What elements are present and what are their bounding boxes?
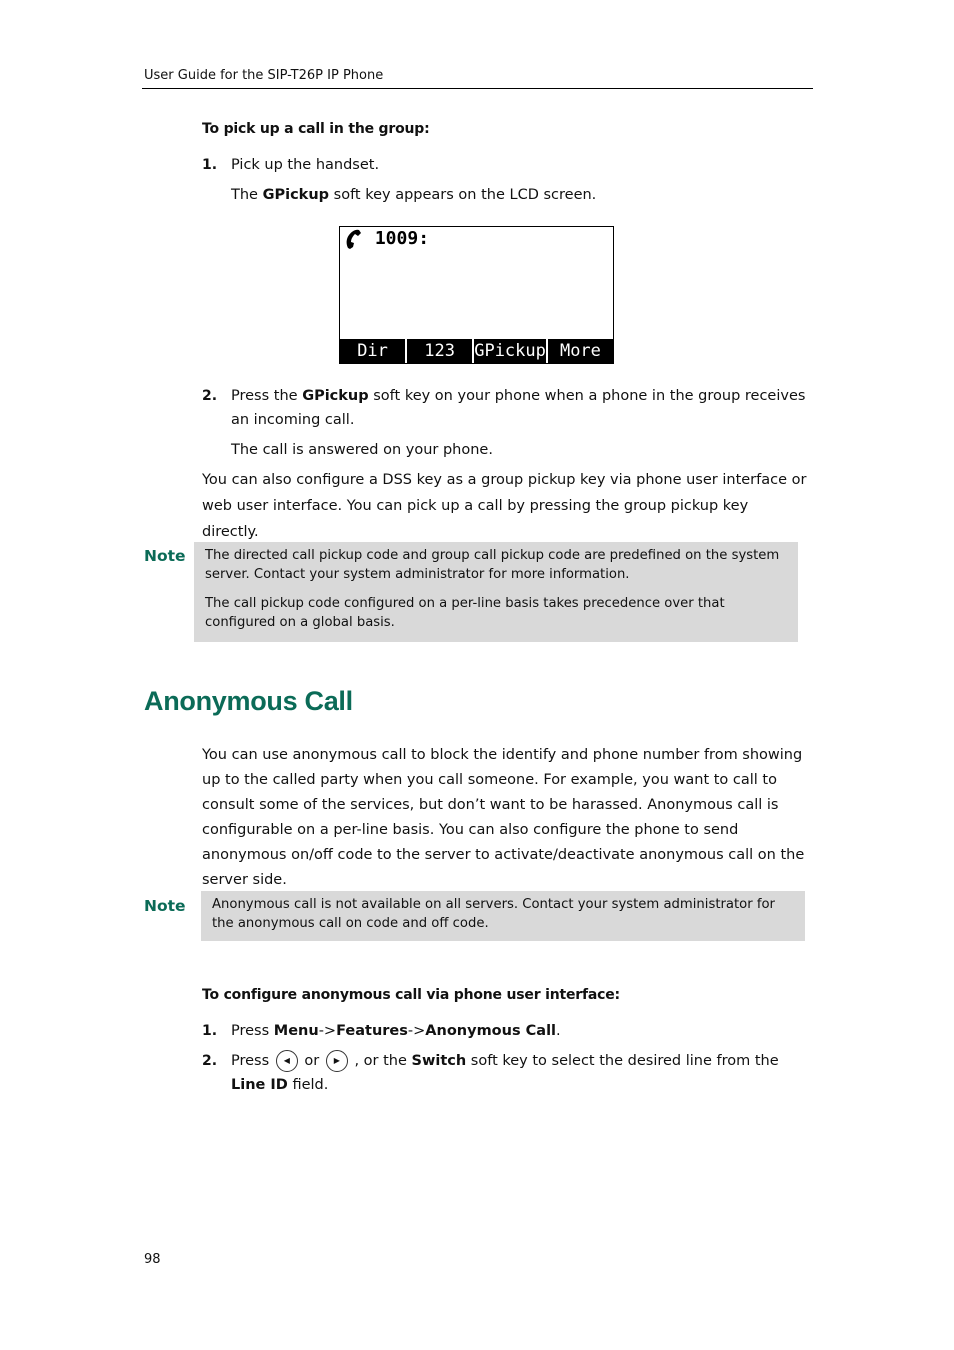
text-mid: or	[299, 1053, 324, 1069]
left-arrow-key-icon: ◀	[276, 1050, 298, 1072]
page-number: 98	[144, 1252, 161, 1267]
lcd-softkey-bar	[340, 339, 613, 363]
softkey-more[interactable]: More	[559, 341, 601, 361]
softkey-name: GPickup	[262, 187, 330, 203]
lcd-number: 1009:	[374, 228, 430, 249]
menu-key: Menu	[273, 1023, 319, 1039]
running-header: User Guide for the SIP-T26P IP Phone	[144, 68, 384, 83]
handset-icon	[344, 228, 375, 249]
menu-features: Features	[336, 1023, 408, 1039]
softkey-gpickup[interactable]: GPickup	[474, 341, 546, 361]
lcd-status-line	[344, 228, 429, 250]
step-number: 1.	[202, 1023, 218, 1039]
step-subtext	[231, 183, 596, 207]
step-number: 2.	[202, 1053, 218, 1069]
step-text	[231, 384, 806, 432]
step-text: Pick up the handset.	[231, 157, 380, 173]
note-paragraph: Anonymous call is not available on all servers. Contact your system administrator for the anonymous call on code and off code.	[212, 897, 775, 931]
step-text	[231, 1049, 806, 1097]
text-pre: Press	[231, 1053, 274, 1069]
lcd-screen	[339, 226, 614, 364]
text-post: soft key appears on the LCD screen.	[329, 187, 597, 203]
text-post: .	[556, 1023, 561, 1039]
menu-separator: ->	[318, 1023, 337, 1039]
text-pre: Press	[231, 1023, 274, 1039]
softkey-dir[interactable]: Dir	[340, 339, 407, 363]
procedure-heading: To pick up a call in the group:	[202, 121, 430, 137]
menu-separator: ->	[407, 1023, 426, 1039]
body-paragraph: You can use anonymous call to block the identify and phone number from showing up to the called party when you call someone. For example, you want to call to consult some of the services, but don’t want to be harassed. Anonymous call is configurable on a per-line basis. You can also configure the phone to send anonymous on/off code to the server to activate/deactivate anonymous call on the server side.	[202, 747, 805, 888]
softkey-123[interactable]: 123	[407, 339, 474, 363]
step-number: 2.	[202, 388, 218, 404]
body-paragraph: You can also configure a DSS key as a group pickup key via phone user interface or web user interface. You can pick up a call by pressing the group pickup key directly.	[202, 472, 807, 540]
text-post: soft key to select the desired line from the	[466, 1053, 779, 1069]
note-box	[194, 542, 798, 642]
text-post: field.	[287, 1077, 329, 1093]
field-name: Line ID	[231, 1077, 288, 1093]
menu-anonymous-call: Anonymous Call	[425, 1023, 557, 1039]
note-label: Note	[144, 897, 186, 915]
right-arrow-key-icon: ▶	[326, 1050, 348, 1072]
step-text	[231, 1019, 561, 1043]
section-title: Anonymous Call	[144, 686, 353, 716]
text-mid: , or the	[349, 1053, 412, 1069]
note-paragraph: The directed call pickup code and group call pickup code are predefined on the system server. Contact your system administrator for more information.	[205, 548, 780, 582]
text-pre: Press the	[231, 388, 303, 404]
softkey-name: Switch	[411, 1053, 467, 1069]
note-paragraph: The call pickup code configured on a per-line basis takes precedence over that configured on a global basis.	[205, 596, 725, 630]
step-subtext: The call is answered on your phone.	[231, 442, 493, 458]
header-rule	[142, 88, 813, 89]
procedure-heading: To configure anonymous call via phone user interface:	[202, 987, 620, 1003]
note-box	[201, 891, 805, 941]
text-pre: The	[231, 187, 263, 203]
step-number: 1.	[202, 157, 218, 173]
text-post: soft key on your phone when a phone in the group receives an incoming call.	[231, 388, 806, 428]
note-label: Note	[144, 547, 186, 565]
softkey-name: GPickup	[302, 388, 369, 404]
